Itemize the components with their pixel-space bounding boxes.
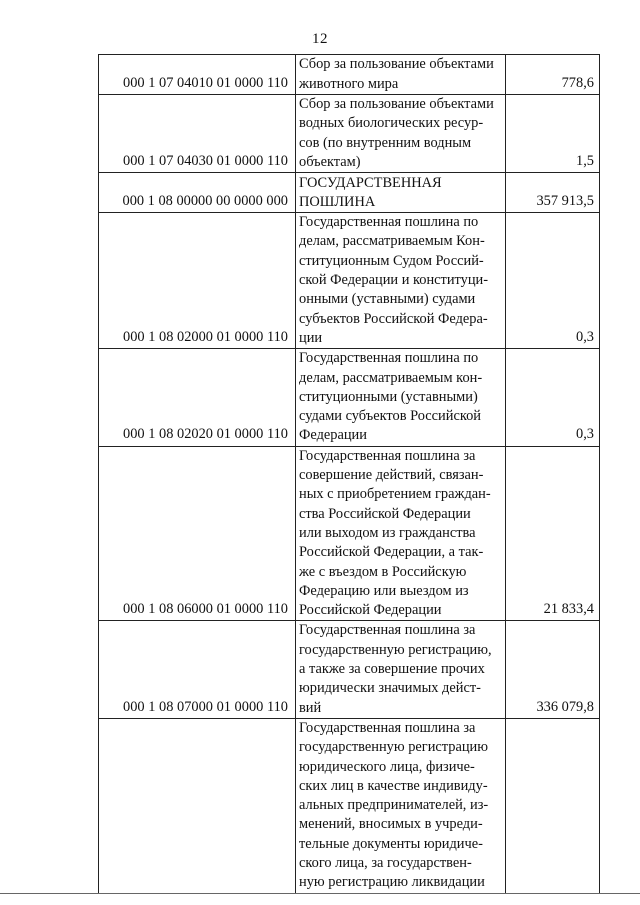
amount-cell: 357 913,5 (506, 173, 600, 213)
revenue-name-cell: Сбор за пользование объектами животного мира (296, 55, 506, 95)
table-row (99, 718, 600, 893)
budget-code-cell: 000 1 08 02020 01 0000 110 (99, 349, 296, 446)
revenue-name-cell: Государственная пошлина за государственную регистрацию, а также за совершение прочих юридически значимых дейст- вий (296, 621, 506, 718)
table-row (99, 173, 600, 213)
budget-code-cell: 000 1 08 06000 01 0000 110 (99, 446, 296, 621)
revenue-name-cell: Государственная пошлина по делам, рассматриваемым кон- ституционными (уставными) судами субъектов Российской Федерации (296, 349, 506, 446)
table-row (99, 349, 600, 446)
table-row (99, 213, 600, 349)
revenue-name-cell: Государственная пошлина за государственную регистрацию юридического лица, физиче- ских лиц в качестве индивиду- альных предпринимателей, из- менений, вносимых в учреди- тельные документы юридиче- ского лица, за государствен- ную регистрацию ликвидации (296, 718, 506, 893)
table-row (99, 446, 600, 621)
budget-code-cell (99, 718, 296, 893)
table-row (99, 55, 600, 95)
budget-code-cell: 000 1 07 04010 01 0000 110 (99, 55, 296, 95)
table-row (99, 95, 600, 173)
budget-code-cell: 000 1 07 04030 01 0000 110 (99, 95, 296, 173)
budget-code-cell: 000 1 08 07000 01 0000 110 (99, 621, 296, 718)
budget-code-cell: 000 1 08 00000 00 0000 000 (99, 173, 296, 213)
amount-cell: 21 833,4 (506, 446, 600, 621)
revenue-name-cell: Государственная пошлина за совершение действий, связан- ных с приобретением граждан- ства Российской Федерации или выходом из гражданства Российской Федерации, а так- же с въездом в Российскую Федерацию или выездом из Российской Федерации (296, 446, 506, 621)
revenue-classification-table (98, 54, 600, 894)
amount-cell: 778,6 (506, 55, 600, 95)
page-number: 12 (312, 31, 328, 47)
amount-cell (506, 718, 600, 893)
amount-cell: 1,5 (506, 95, 600, 173)
revenue-name-cell: ГОСУДАРСТВЕННАЯ ПОШЛИНА (296, 173, 506, 213)
amount-cell: 0,3 (506, 213, 600, 349)
amount-cell: 0,3 (506, 349, 600, 446)
budget-code-cell: 000 1 08 02000 01 0000 110 (99, 213, 296, 349)
revenue-name-cell: Государственная пошлина по делам, рассматриваемым Кон- ституционным Судом Россий- ской Федерации и конституци- онными (уставными) судами субъектов Российской Федера- ции (296, 213, 506, 349)
revenue-name-cell: Сбор за пользование объектами водных биологических ресур- сов (по внутренним водным объектам) (296, 95, 506, 173)
table-row (99, 621, 600, 718)
page-bottom-edge-line (0, 893, 640, 894)
amount-cell: 336 079,8 (506, 621, 600, 718)
